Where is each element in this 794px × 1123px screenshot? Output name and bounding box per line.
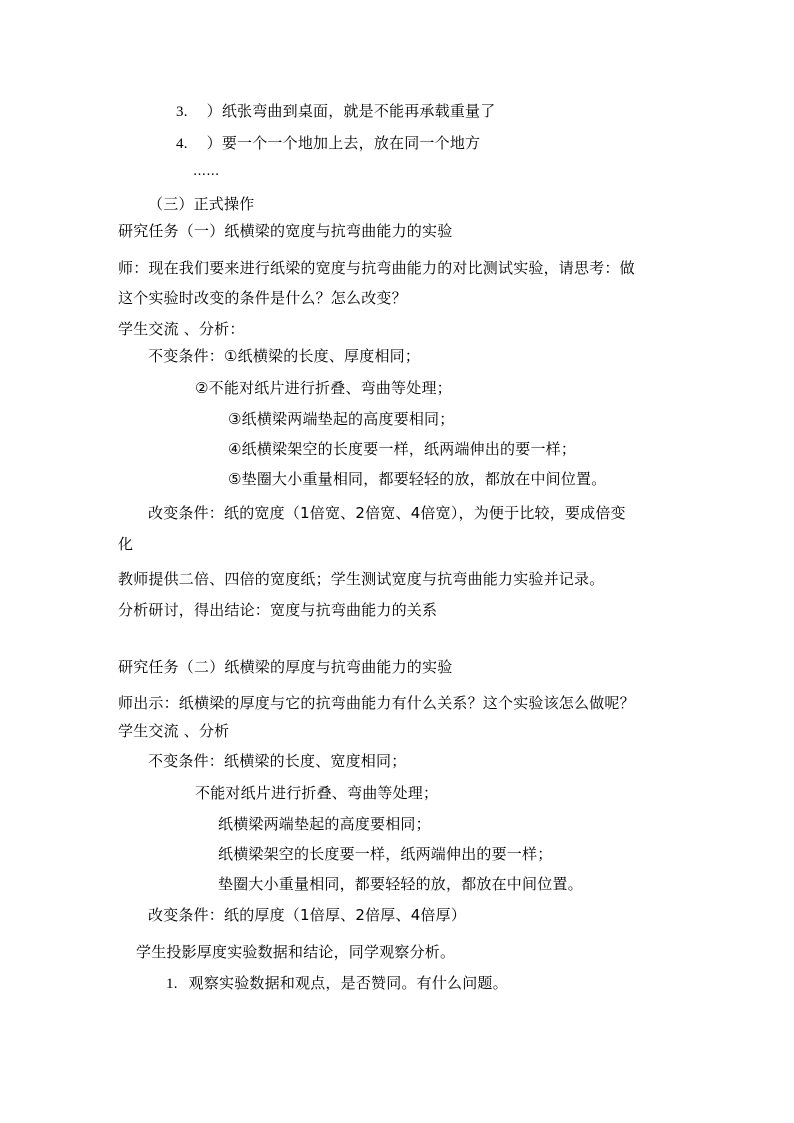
item-text: ）要一个一个地加上去，放在同一个地方 xyxy=(206,134,481,152)
task1-title: 研究任务（一）纸横梁的宽度与抗弯曲能力的实验 xyxy=(118,222,453,240)
item-text: 观察实验数据和观点，是否赞同。有什么问题。 xyxy=(188,974,508,992)
task1-constant-5: ⑤垫圈大小重量相同，都要轻轻的放，都放在中间位置。 xyxy=(228,470,607,488)
task1-constant-2: ②不能对纸片进行折叠、弯曲等处理； xyxy=(195,379,452,397)
task1-constant-4: ④纸横梁架空的长度要一样，纸两端伸出的要一样； xyxy=(228,440,577,458)
task2-constant-2: 不能对纸片进行折叠、弯曲等处理； xyxy=(195,784,439,802)
task2-change: 改变条件：纸的厚度（1倍厚、2倍厚、4倍厚） xyxy=(148,906,467,924)
list-item-4 xyxy=(176,133,480,154)
task2-title: 研究任务（二）纸横梁的厚度与抗弯曲能力的实验 xyxy=(118,658,453,676)
task2-teacher: 师出示：纸横梁的厚度与它的抗弯曲能力有什么关系？这个实验该怎么做呢？ xyxy=(118,694,635,712)
list-item-3 xyxy=(176,101,495,122)
task2-constant-1: 不变条件：纸横梁的长度、宽度相同； xyxy=(148,752,407,770)
task1-teacher-line1: 师：现在我们要来进行纸梁的宽度与抗弯曲能力的对比测试实验，请思考：做 xyxy=(118,259,635,277)
task1-teacher-line2: 这个实验时改变的条件是什么？怎么改变？ xyxy=(118,289,407,307)
task1-change-line2: 化 xyxy=(118,535,134,553)
task1-conclusion: 分析研讨，得出结论：宽度与抗弯曲能力的关系 xyxy=(118,601,438,619)
task1-student: 学生交流 、分析： xyxy=(118,320,245,338)
item-number: 4. xyxy=(176,136,188,152)
task1-constant-3: ③纸横梁两端垫起的高度要相同； xyxy=(228,410,455,428)
task2-projection: 学生投影厚度实验数据和结论，同学观察分析。 xyxy=(136,943,456,961)
task2-student: 学生交流 、分析 xyxy=(118,722,230,740)
task1-change-line1: 改变条件：纸的宽度（1倍宽、2倍宽、4倍宽），为便于比较，要成倍变 xyxy=(148,504,626,522)
task2-constant-3: 纸横梁两端垫起的高度要相同； xyxy=(218,815,431,833)
section-heading: （三）正式操作 xyxy=(148,195,255,213)
item-number: 1. xyxy=(166,976,178,992)
task1-constant-1: 不变条件：①纸横梁的长度、厚度相同； xyxy=(148,347,421,365)
ellipsis: …… xyxy=(193,164,220,179)
item-number: 3. xyxy=(176,104,188,120)
item-text: ）纸张弯曲到桌面，就是不能再承载重量了 xyxy=(206,102,496,120)
task1-teacher-provides: 教师提供二倍、四倍的宽度纸；学生测试宽度与抗弯曲能力实验并记录。 xyxy=(118,570,605,588)
task2-constant-4: 纸横梁架空的长度要一样，纸两端伸出的要一样； xyxy=(218,845,553,863)
task2-constant-5: 垫圈大小重量相同，都要轻轻的放，都放在中间位置。 xyxy=(218,875,583,893)
task2-list-item-1 xyxy=(166,973,508,994)
